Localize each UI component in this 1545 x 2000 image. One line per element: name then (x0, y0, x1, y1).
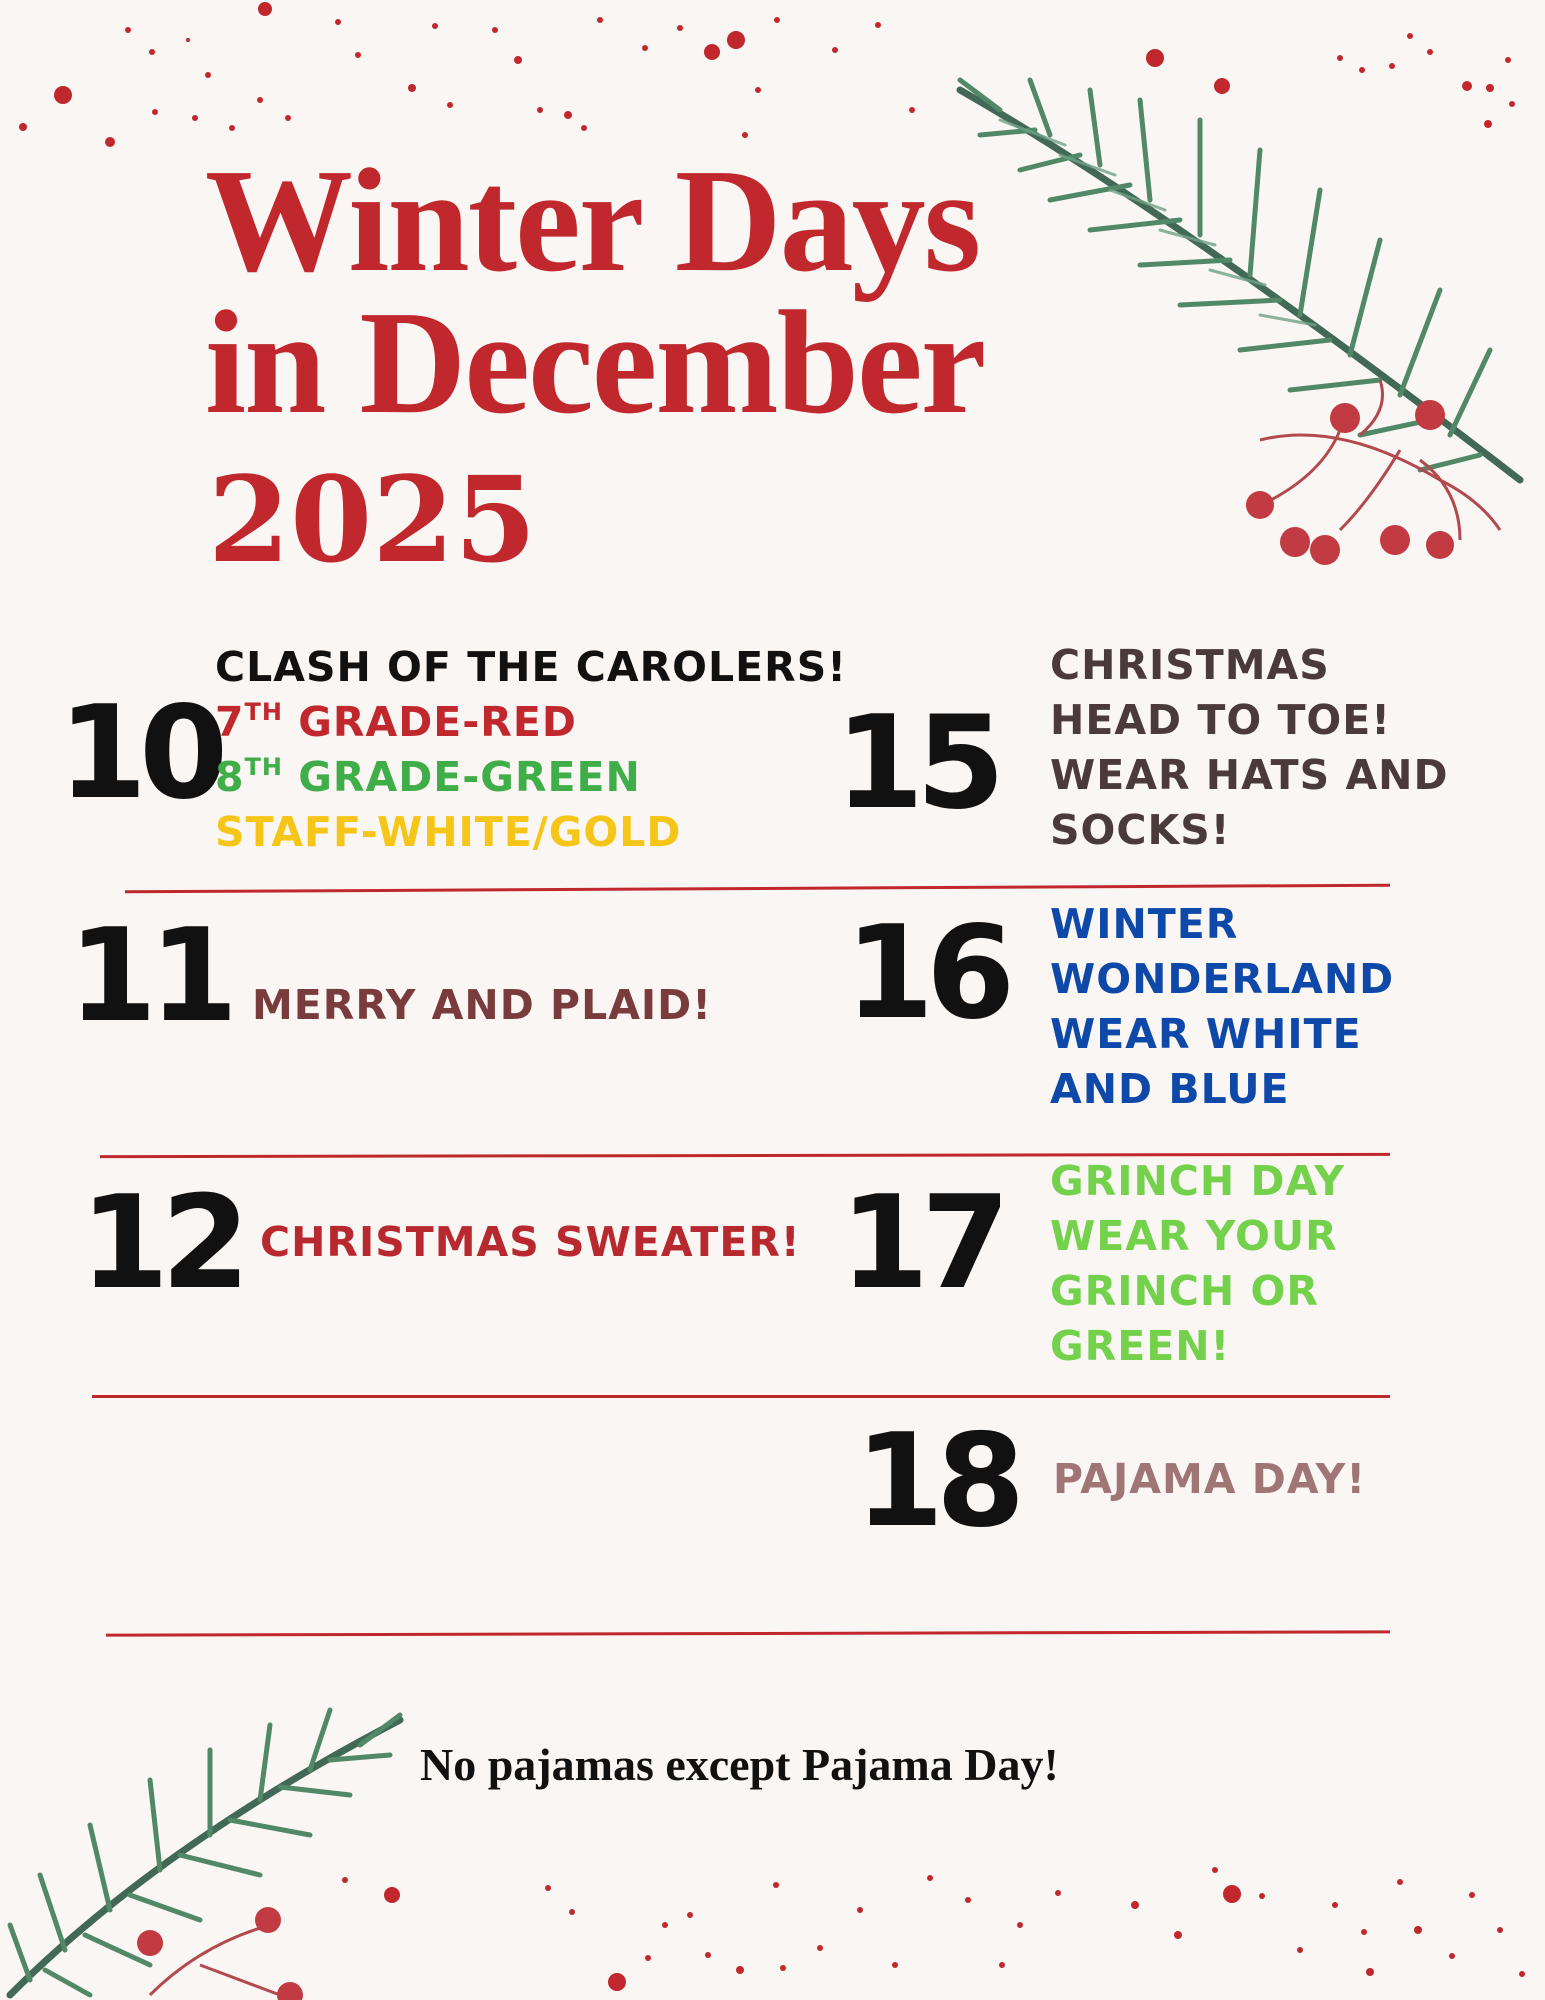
event-15-line-4: SOCKS! (1050, 806, 1231, 854)
grade7-number: 7 (215, 698, 245, 746)
divider-3 (92, 1395, 1390, 1398)
event-15-line-2: HEAD TO TOE! (1050, 696, 1391, 744)
grade7-text: GRADE-RED (283, 698, 577, 746)
day-number-10: 10 (58, 679, 221, 828)
event-15-line-1: CHRISTMAS (1050, 641, 1330, 689)
title-year: 2025 (208, 450, 537, 589)
day-number-12: 12 (80, 1169, 243, 1318)
grade8-text: GRADE-GREEN (283, 753, 641, 801)
event-16-line-2: WONDERLAND (1050, 955, 1395, 1003)
event-10-heading: CLASH OF THE CAROLERS! (215, 643, 847, 691)
event-10-staff: STAFF-WHITE/GOLD (215, 808, 682, 856)
event-12-text: CHRISTMAS SWEATER! (260, 1218, 801, 1266)
event-16-line-1: WINTER (1050, 900, 1239, 948)
event-15-text (1050, 638, 1449, 858)
day-number-11: 11 (68, 902, 231, 1051)
event-11-text: MERRY AND PLAID! (252, 981, 712, 1029)
event-10-grade8 (215, 750, 641, 805)
event-17-line-4: GREEN! (1050, 1322, 1231, 1370)
event-17-line-1: GRINCH DAY (1050, 1157, 1345, 1205)
day-number-15: 15 (835, 689, 998, 838)
grade8-number: 8 (215, 753, 245, 801)
flyer-title (205, 139, 985, 445)
pine-branch-bottom-left (0, 1695, 420, 2000)
grade7-suffix: TH (244, 698, 283, 726)
grade8-suffix: TH (244, 753, 283, 781)
event-17-line-3: GRINCH OR (1050, 1267, 1319, 1315)
title-line-2: in December (205, 281, 985, 445)
event-15-line-3: WEAR HATS AND (1050, 751, 1449, 799)
event-10-grade7 (215, 695, 577, 750)
event-16-line-3: WEAR WHITE (1050, 1010, 1362, 1058)
event-16-line-4: AND BLUE (1050, 1065, 1290, 1113)
day-number-17: 17 (840, 1169, 1003, 1318)
footer-note: No pajamas except Pajama Day! (420, 1739, 1059, 1790)
event-17-text (1050, 1154, 1345, 1374)
title-line-1: Winter Days (205, 139, 980, 303)
pine-branch-top-right (940, 60, 1540, 580)
day-number-16: 16 (845, 899, 1008, 1048)
event-17-line-2: WEAR YOUR (1050, 1212, 1338, 1260)
event-16-text (1050, 897, 1394, 1117)
day-number-18: 18 (855, 1407, 1018, 1556)
event-18-text: PAJAMA DAY! (1053, 1455, 1367, 1503)
